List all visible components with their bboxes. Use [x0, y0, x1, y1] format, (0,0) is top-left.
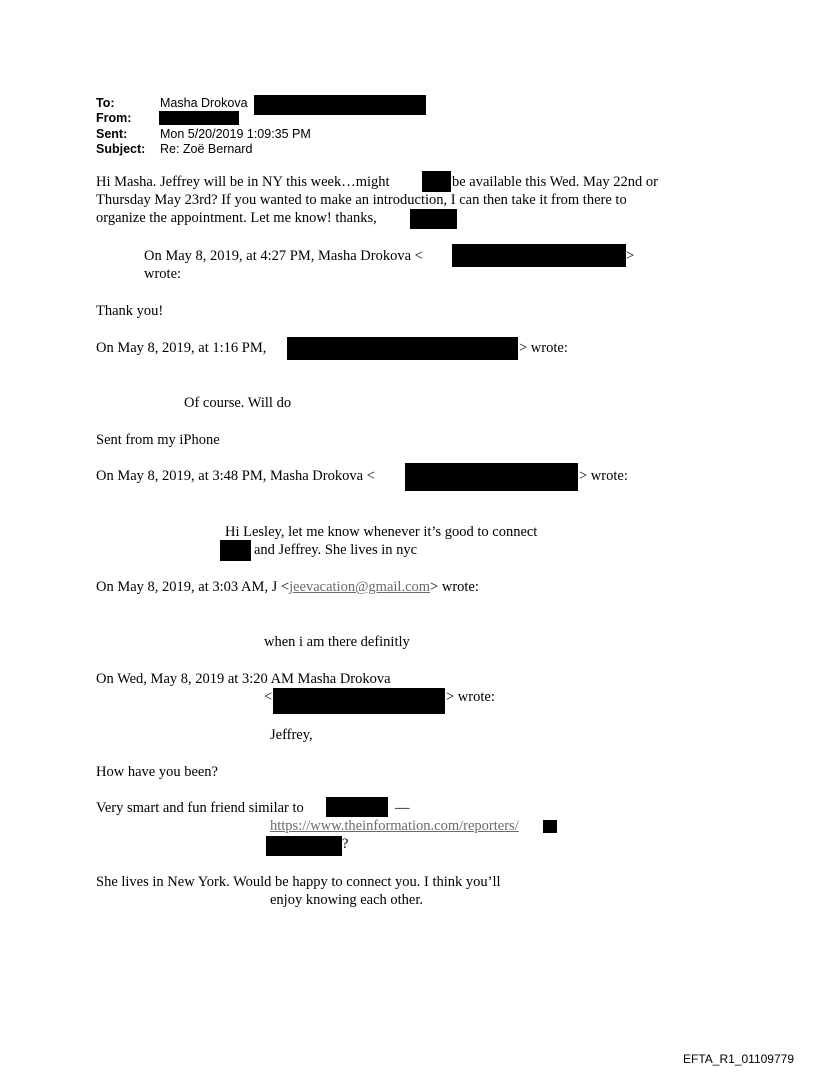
quote2-b: > wrote:	[519, 340, 568, 356]
redaction-to-email	[254, 95, 426, 115]
quote1-line1a: On May 8, 2019, at 4:27 PM, Masha Drokova <	[144, 248, 423, 264]
quote3-b: > wrote:	[579, 468, 628, 484]
sent-from-line: Sent from my iPhone	[96, 432, 220, 448]
lesley-line1: Hi Lesley, let me know whenever it’s good to connect	[225, 524, 538, 540]
ny-line2: enjoy knowing each other.	[270, 892, 424, 908]
sent-label: Sent:	[96, 127, 128, 141]
body-line-1a: Hi Masha. Jeffrey will be in NY this week…might	[96, 174, 390, 190]
when-line: when i am there definitly	[264, 634, 410, 650]
email-link[interactable]: jeevacation@gmail.com	[289, 579, 431, 595]
quote5-line2a: <	[264, 689, 273, 705]
quote3-a: On May 8, 2019, at 3:48 PM, Masha Drokova <	[96, 468, 375, 484]
subject-label: Subject:	[96, 142, 146, 156]
how-line: How have you been?	[96, 764, 218, 780]
redaction-p1-name	[422, 171, 451, 192]
redaction-signature	[410, 209, 457, 229]
document-id: EFTA_R1_01109779	[683, 1052, 794, 1066]
from-label: From:	[96, 111, 132, 125]
redaction-from	[159, 111, 239, 125]
quote1-line2: wrote:	[144, 266, 182, 282]
reporter-link[interactable]: https://www.theinformation.com/reporters/	[270, 818, 519, 834]
smart-line-a: Very smart and fun friend similar to	[96, 800, 304, 816]
redaction-link-line2	[266, 836, 342, 856]
body-line-3: organize the appointment. Let me know! thanks,	[96, 210, 377, 226]
of-course-line: Of course. Will do	[184, 395, 292, 411]
redaction-q5-email	[273, 688, 445, 714]
quote1-line1b: >	[626, 248, 635, 264]
smart-dash: —	[395, 800, 410, 816]
body-line-2: Thursday May 23rd? If you wanted to make an introduction, I can then take it from there to	[96, 192, 627, 208]
quote4-b: > wrote:	[430, 579, 479, 595]
redaction-q1-email	[452, 244, 626, 267]
lesley-line2: and Jeffrey. She lives in nyc	[254, 542, 418, 558]
sent-value: Mon 5/20/2019 1:09:35 PM	[160, 127, 311, 141]
to-value: Masha Drokova	[160, 96, 248, 110]
subject-value: Re: Zoë Bernard	[160, 142, 253, 156]
redaction-similar-name	[326, 797, 388, 817]
body-line-1b: be available this Wed. May 22nd or	[452, 174, 658, 190]
to-label: To:	[96, 96, 115, 110]
quote4-a: On May 8, 2019, at 3:03 AM, J <	[96, 579, 290, 595]
quote4-line	[96, 579, 479, 596]
redaction-lesley-name	[220, 540, 251, 561]
quote5-line2b: > wrote:	[446, 689, 495, 705]
redaction-q2-sender	[287, 337, 518, 360]
thanks-line: Thank you!	[96, 303, 164, 319]
ny-line1: She lives in New York. Would be happy to connect you. I think you’ll	[96, 874, 501, 890]
redaction-link-tail	[543, 820, 557, 833]
quote5-line1: On Wed, May 8, 2019 at 3:20 AM Masha Drokova	[96, 671, 391, 687]
jeffrey-salutation: Jeffrey,	[270, 727, 313, 743]
question-mark: ?	[342, 836, 349, 852]
redaction-q3-email	[405, 463, 578, 491]
quote2-a: On May 8, 2019, at 1:16 PM,	[96, 340, 267, 356]
